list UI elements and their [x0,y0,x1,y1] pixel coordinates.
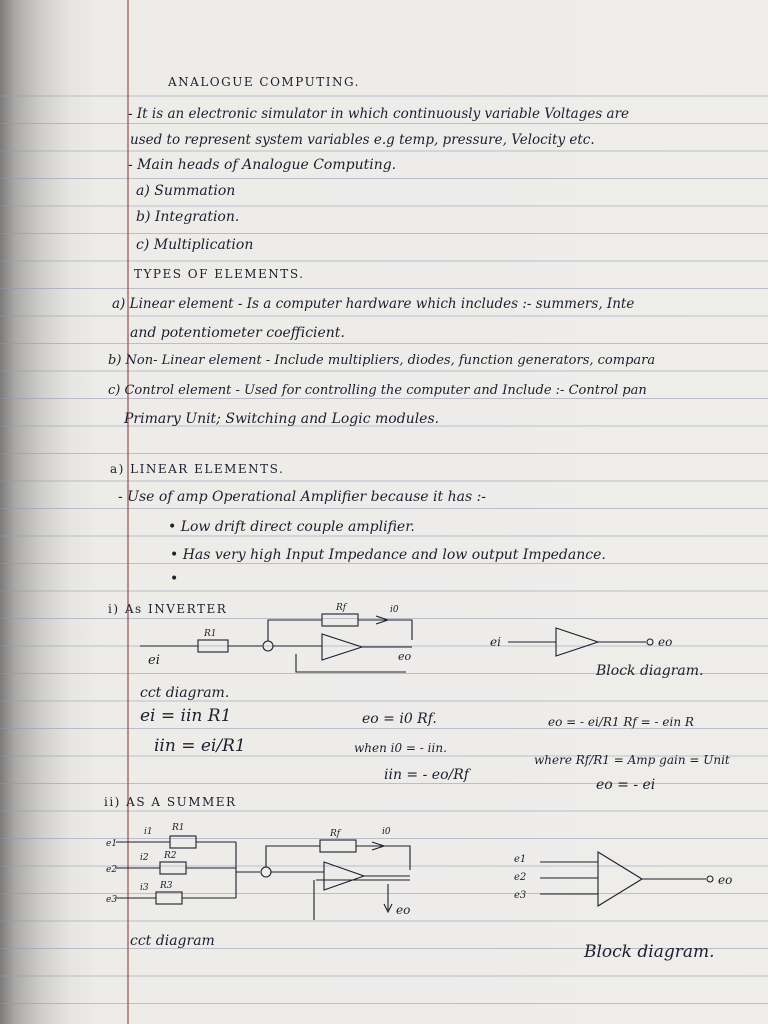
intro-line-2: used to represent system variables e.g temp, pressure, Velocity etc. [130,132,595,148]
label-r2: R2 [164,851,177,861]
label-e2: e2 [106,865,118,875]
summer-summing-junction [261,867,271,877]
equation: where Rf/R1 = Amp gain = Unit [534,753,730,767]
summer-rf-resistor [320,840,356,852]
label-i1: i1 [144,827,153,837]
summer-feedback-wire [356,846,410,870]
equation: ei = iin R1 [140,706,232,726]
control-element-line-1: c) Control element - Used for controlling the computer and Include :- Control pan [108,383,647,398]
summer-block-inputs [540,862,598,894]
label-r1: R1 [172,823,185,833]
intro-line-1: - It is an electronic simulator in which continuously variable Voltages are [128,106,630,122]
summer-block-caption: Block diagram. [584,942,715,962]
summer-eo-arrow [384,884,392,912]
summer-r2-resistor [160,862,186,874]
main-head-item: a) Summation [136,183,236,199]
main-head-item: c) Multiplication [136,237,254,253]
bullet-item: • Low drift direct couple amplifier. [168,519,415,535]
label-r3: R3 [160,881,173,891]
summer-block-terminal [707,876,713,882]
label-block-e3: e3 [514,890,527,901]
summer-block-amp [598,852,642,906]
label-i3: i3 [140,883,149,893]
label-rf: Rf [336,603,347,613]
linear-element-line-2: and potentiometer coefficient. [130,325,345,341]
summer-r3-resistor [156,892,182,904]
label-i0: i0 [382,827,391,837]
linear-element-line-1: a) Linear element - Is a computer hardware which includes :- summers, Inte [112,296,635,312]
bullet-item: • [170,571,179,587]
summer-r1-resistor [170,836,196,848]
summer-feedback-wire [266,846,320,867]
label-block-eo: eo [718,873,733,887]
equation: eo = - ei [596,777,656,793]
main-head-item: b) Integration. [136,209,240,225]
label-i2: i2 [140,853,149,863]
page-title: ANALOGUE COMPUTING. [168,75,360,89]
label-block-e1: e1 [514,854,527,865]
equation: iin = - eo/Rf [384,767,469,783]
equation: eo = - ei/R1 Rf = - ein R [548,715,694,729]
types-heading: TYPES OF ELEMENTS. [134,267,305,281]
label-eo: eo [398,650,412,663]
label-ei: ei [148,653,160,668]
bullet-item: • Has very high Input Impedance and low output Impedance. [170,547,606,563]
inverter-heading: i) As INVERTER [108,602,228,616]
inverter-cct-caption: cct diagram. [140,685,230,701]
label-e1: e1 [106,839,118,849]
label-rf: Rf [330,829,341,839]
label-block-e2: e2 [514,872,527,883]
inverter-block-caption: Block diagram. [596,663,704,679]
equation: iin = ei/R1 [154,736,246,756]
label-block-in: ei [490,635,501,649]
summer-cct-caption: cct diagram [130,933,215,949]
label-eo: eo [396,903,411,917]
summer-heading: ii) AS A SUMMER [104,795,237,809]
main-heads-heading: - Main heads of Analogue Computing. [128,157,397,173]
equation: eo = i0 Rf. [362,711,437,727]
control-element-line-2: Primary Unit; Switching and Logic modules. [124,411,440,427]
op-amp-line: - Use of amp Operational Amplifier because it has :- [118,489,487,505]
nonlinear-element-line: b) Non- Linear element - Include multipliers, diodes, function generators, compara [108,353,656,368]
label-r1: R1 [204,629,217,639]
equation: when i0 = - iin. [354,741,447,755]
label-e3: e3 [106,895,118,905]
linear-elements-heading: a) LINEAR ELEMENTS. [110,462,285,476]
label-block-out: eo [658,635,673,649]
summer-bus-wire [236,842,260,898]
label-i0: i0 [390,605,399,615]
summer-op-amp [324,862,364,890]
